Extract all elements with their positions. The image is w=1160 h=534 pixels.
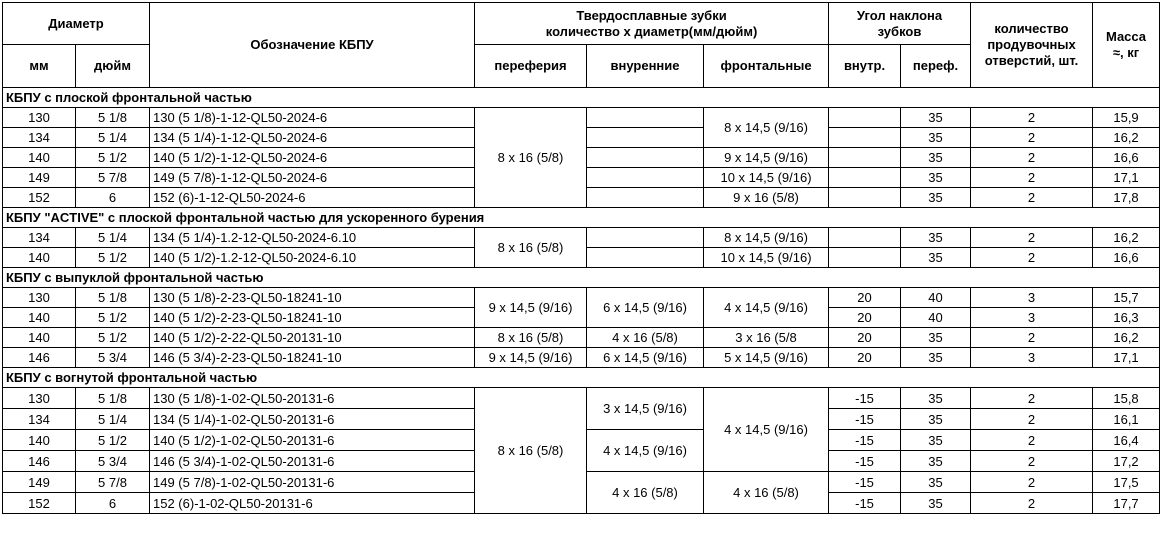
cell-frontal: 8 х 14,5 (9/16) bbox=[704, 108, 829, 148]
cell-mass: 17,1 bbox=[1093, 348, 1160, 368]
cell-inch: 5 1/4 bbox=[76, 409, 150, 430]
cell-angle-inner: 20 bbox=[829, 328, 901, 348]
cell-frontal: 9 х 14,5 (9/16) bbox=[704, 148, 829, 168]
section-title: КБПУ "ACTIVE" с плоской фронтальной частью для ускоренного бурения bbox=[3, 208, 1160, 228]
cell-designation: 152 (6)-1-02-QL50-20131-6 bbox=[150, 493, 475, 514]
cell-inner bbox=[587, 108, 704, 128]
header-mass-line2: ≈, кг bbox=[1112, 45, 1140, 60]
cell-angle-periph: 35 bbox=[901, 328, 971, 348]
cell-angle-periph: 40 bbox=[901, 288, 971, 308]
cell-mass: 16,1 bbox=[1093, 409, 1160, 430]
cell-mass: 16,2 bbox=[1093, 228, 1160, 248]
cell-frontal: 10 х 14,5 (9/16) bbox=[704, 248, 829, 268]
cell-angle-inner: 20 bbox=[829, 288, 901, 308]
cell-designation: 149 (5 7/8)-1-02-QL50-20131-6 bbox=[150, 472, 475, 493]
cell-angle-inner bbox=[829, 188, 901, 208]
header-angle-line1: Угол наклона bbox=[856, 7, 943, 23]
cell-inch: 6 bbox=[76, 493, 150, 514]
table-row bbox=[3, 388, 1160, 409]
cell-designation: 134 (5 1/4)-1-02-QL50-20131-6 bbox=[150, 409, 475, 430]
cell-angle-periph: 35 bbox=[901, 409, 971, 430]
table-row bbox=[3, 228, 1160, 248]
cell-angle-inner: 20 bbox=[829, 348, 901, 368]
cell-designation: 149 (5 7/8)-1-12-QL50-2024-6 bbox=[150, 168, 475, 188]
cell-angle-inner bbox=[829, 168, 901, 188]
cell-inner: 4 х 16 (5/8) bbox=[587, 328, 704, 348]
cell-inner: 6 х 14,5 (9/16) bbox=[587, 348, 704, 368]
cell-mm: 140 bbox=[3, 308, 76, 328]
cell-inch: 5 1/8 bbox=[76, 388, 150, 409]
header-periphery: переферия bbox=[475, 45, 587, 88]
cell-angle-inner: -15 bbox=[829, 493, 901, 514]
cell-mass: 17,2 bbox=[1093, 451, 1160, 472]
cell-angle-inner: -15 bbox=[829, 451, 901, 472]
cell-angle-inner bbox=[829, 248, 901, 268]
section-row bbox=[3, 208, 1160, 228]
cell-mm: 146 bbox=[3, 451, 76, 472]
cell-angle-periph: 35 bbox=[901, 168, 971, 188]
cell-inner: 4 х 16 (5/8) bbox=[587, 472, 704, 514]
cell-inner: 6 х 14,5 (9/16) bbox=[587, 288, 704, 328]
cell-angle-inner bbox=[829, 228, 901, 248]
cell-holes: 2 bbox=[971, 128, 1093, 148]
cell-inch: 5 7/8 bbox=[76, 472, 150, 493]
cell-angle-inner: 20 bbox=[829, 308, 901, 328]
cell-mm: 130 bbox=[3, 388, 76, 409]
cell-angle-inner: -15 bbox=[829, 430, 901, 451]
header-carbide-line2: количество х диаметр(мм/дюйм) bbox=[545, 23, 758, 39]
cell-mm: 130 bbox=[3, 288, 76, 308]
cell-mm: 149 bbox=[3, 168, 76, 188]
cell-inner bbox=[587, 228, 704, 248]
header-designation: Обозначение КБПУ bbox=[150, 3, 475, 88]
cell-mm: 152 bbox=[3, 493, 76, 514]
cell-angle-periph: 35 bbox=[901, 248, 971, 268]
cell-inch: 5 1/2 bbox=[76, 430, 150, 451]
cell-mass: 16,2 bbox=[1093, 128, 1160, 148]
cell-mm: 134 bbox=[3, 409, 76, 430]
cell-inch: 5 1/2 bbox=[76, 248, 150, 268]
cell-frontal: 10 х 14,5 (9/16) bbox=[704, 168, 829, 188]
cell-mass: 17,8 bbox=[1093, 188, 1160, 208]
cell-designation: 130 (5 1/8)-2-23-QL50-18241-10 bbox=[150, 288, 475, 308]
cell-frontal: 3 х 16 (5/8 bbox=[704, 328, 829, 348]
cell-angle-periph: 35 bbox=[901, 188, 971, 208]
cell-designation: 130 (5 1/8)-1-02-QL50-20131-6 bbox=[150, 388, 475, 409]
cell-mm: 152 bbox=[3, 188, 76, 208]
cell-periphery: 8 х 16 (5/8) bbox=[475, 108, 587, 208]
cell-holes: 2 bbox=[971, 472, 1093, 493]
cell-angle-periph: 35 bbox=[901, 148, 971, 168]
cell-mm: 134 bbox=[3, 228, 76, 248]
cell-angle-periph: 35 bbox=[901, 451, 971, 472]
cell-periphery: 8 х 16 (5/8) bbox=[475, 228, 587, 268]
cell-mass: 15,7 bbox=[1093, 288, 1160, 308]
cell-inch: 5 1/8 bbox=[76, 108, 150, 128]
cell-mass: 17,5 bbox=[1093, 472, 1160, 493]
cell-periphery: 8 х 16 (5/8) bbox=[475, 388, 587, 514]
cell-designation: 146 (5 3/4)-1-02-QL50-20131-6 bbox=[150, 451, 475, 472]
cell-mm: 130 bbox=[3, 108, 76, 128]
header-frontal: фронтальные bbox=[704, 45, 829, 88]
cell-angle-inner: -15 bbox=[829, 388, 901, 409]
cell-angle-periph: 35 bbox=[901, 348, 971, 368]
cell-designation: 140 (5 1/2)-2-22-QL50-20131-10 bbox=[150, 328, 475, 348]
cell-inch: 5 1/2 bbox=[76, 148, 150, 168]
section-row bbox=[3, 268, 1160, 288]
section-title: КБПУ с плоской фронтальной частью bbox=[3, 88, 1160, 108]
cell-inch: 5 1/2 bbox=[76, 308, 150, 328]
cell-inch: 5 1/4 bbox=[76, 128, 150, 148]
cell-frontal: 4 х 14,5 (9/16) bbox=[704, 388, 829, 472]
header-angle-inner: внутр. bbox=[829, 45, 901, 88]
section-title: КБПУ с вогнутой фронтальной частью bbox=[3, 368, 1160, 388]
cell-angle-inner: -15 bbox=[829, 409, 901, 430]
cell-periphery: 9 х 14,5 (9/16) bbox=[475, 348, 587, 368]
header-inner: внуренние bbox=[587, 45, 704, 88]
cell-mass: 16,6 bbox=[1093, 248, 1160, 268]
cell-inner bbox=[587, 248, 704, 268]
cell-inner: 3 х 14,5 (9/16) bbox=[587, 388, 704, 430]
cell-angle-periph: 35 bbox=[901, 128, 971, 148]
cell-holes: 3 bbox=[971, 348, 1093, 368]
cell-designation: 130 (5 1/8)-1-12-QL50-2024-6 bbox=[150, 108, 475, 128]
cell-angle-inner bbox=[829, 128, 901, 148]
cell-periphery: 8 х 16 (5/8) bbox=[475, 328, 587, 348]
cell-holes: 2 bbox=[971, 168, 1093, 188]
header-carbide-line1: Твердосплавные зубки bbox=[576, 7, 727, 23]
cell-frontal: 8 х 14,5 (9/16) bbox=[704, 228, 829, 248]
header-angle-periph: переф. bbox=[901, 45, 971, 88]
header-angle-line2: зубков bbox=[877, 23, 922, 39]
cell-mass: 16,4 bbox=[1093, 430, 1160, 451]
cell-designation: 140 (5 1/2)-2-23-QL50-18241-10 bbox=[150, 308, 475, 328]
cell-mm: 140 bbox=[3, 328, 76, 348]
cell-holes: 2 bbox=[971, 430, 1093, 451]
header-row-1 bbox=[3, 3, 1160, 45]
cell-inch: 5 3/4 bbox=[76, 451, 150, 472]
cell-holes: 2 bbox=[971, 409, 1093, 430]
cell-mass: 16,2 bbox=[1093, 328, 1160, 348]
cell-holes: 2 bbox=[971, 493, 1093, 514]
cell-mm: 140 bbox=[3, 148, 76, 168]
cell-angle-periph: 35 bbox=[901, 430, 971, 451]
cell-frontal: 9 х 16 (5/8) bbox=[704, 188, 829, 208]
cell-holes: 2 bbox=[971, 248, 1093, 268]
cell-holes: 3 bbox=[971, 288, 1093, 308]
cell-holes: 2 bbox=[971, 108, 1093, 128]
section-row bbox=[3, 368, 1160, 388]
cell-mass: 17,7 bbox=[1093, 493, 1160, 514]
cell-holes: 2 bbox=[971, 148, 1093, 168]
cell-frontal: 5 х 14,5 (9/16) bbox=[704, 348, 829, 368]
cell-angle-periph: 35 bbox=[901, 388, 971, 409]
table-row bbox=[3, 288, 1160, 308]
cell-angle-periph: 35 bbox=[901, 493, 971, 514]
cell-designation: 152 (6)-1-12-QL50-2024-6 bbox=[150, 188, 475, 208]
cell-mm: 146 bbox=[3, 348, 76, 368]
cell-holes: 2 bbox=[971, 328, 1093, 348]
table-row bbox=[3, 348, 1160, 368]
cell-holes: 2 bbox=[971, 188, 1093, 208]
cell-inner bbox=[587, 168, 704, 188]
cell-designation: 134 (5 1/4)-1-12-QL50-2024-6 bbox=[150, 128, 475, 148]
cell-holes: 2 bbox=[971, 228, 1093, 248]
header-holes: количество продувочных отверстий, шт. bbox=[971, 3, 1093, 88]
cell-mm: 149 bbox=[3, 472, 76, 493]
cell-inner bbox=[587, 128, 704, 148]
cell-inch: 5 3/4 bbox=[76, 348, 150, 368]
cell-mass: 16,6 bbox=[1093, 148, 1160, 168]
cell-inch: 5 7/8 bbox=[76, 168, 150, 188]
header-carbide-teeth bbox=[475, 3, 829, 45]
cell-holes: 2 bbox=[971, 388, 1093, 409]
cell-designation: 140 (5 1/2)-1-12-QL50-2024-6 bbox=[150, 148, 475, 168]
cell-mm: 140 bbox=[3, 248, 76, 268]
cell-angle-periph: 35 bbox=[901, 472, 971, 493]
cell-angle-inner bbox=[829, 148, 901, 168]
cell-designation: 140 (5 1/2)-1.2-12-QL50-2024-6.10 bbox=[150, 248, 475, 268]
cell-angle-inner: -15 bbox=[829, 472, 901, 493]
cell-mm: 134 bbox=[3, 128, 76, 148]
cell-inch: 5 1/4 bbox=[76, 228, 150, 248]
cell-inner bbox=[587, 148, 704, 168]
cell-frontal: 4 х 16 (5/8) bbox=[704, 472, 829, 514]
header-inch: дюйм bbox=[76, 45, 150, 88]
cell-angle-inner bbox=[829, 108, 901, 128]
cell-inch: 5 1/2 bbox=[76, 328, 150, 348]
cell-angle-periph: 40 bbox=[901, 308, 971, 328]
cell-frontal: 4 х 14,5 (9/16) bbox=[704, 288, 829, 328]
section-row bbox=[3, 88, 1160, 108]
header-angle bbox=[829, 3, 971, 45]
cell-mass: 16,3 bbox=[1093, 308, 1160, 328]
cell-holes: 2 bbox=[971, 451, 1093, 472]
cell-designation: 146 (5 3/4)-2-23-QL50-18241-10 bbox=[150, 348, 475, 368]
cell-mm: 140 bbox=[3, 430, 76, 451]
cell-inner bbox=[587, 188, 704, 208]
cell-angle-periph: 35 bbox=[901, 108, 971, 128]
cell-angle-periph: 35 bbox=[901, 228, 971, 248]
header-mm: мм bbox=[3, 45, 76, 88]
cell-inch: 5 1/8 bbox=[76, 288, 150, 308]
bit-spec-table bbox=[2, 2, 1160, 514]
cell-holes: 3 bbox=[971, 308, 1093, 328]
cell-mass: 17,1 bbox=[1093, 168, 1160, 188]
cell-mass: 15,8 bbox=[1093, 388, 1160, 409]
cell-designation: 140 (5 1/2)-1-02-QL50-20131-6 bbox=[150, 430, 475, 451]
table-row bbox=[3, 108, 1160, 128]
table-row bbox=[3, 328, 1160, 348]
section-title: КБПУ с выпуклой фронтальной частью bbox=[3, 268, 1160, 288]
cell-inch: 6 bbox=[76, 188, 150, 208]
header-diameter: Диаметр bbox=[3, 3, 150, 45]
header-mass-line1: Масса bbox=[1105, 29, 1147, 44]
cell-mass: 15,9 bbox=[1093, 108, 1160, 128]
cell-inner: 4 х 14,5 (9/16) bbox=[587, 430, 704, 472]
cell-periphery: 9 х 14,5 (9/16) bbox=[475, 288, 587, 328]
header-mass bbox=[1093, 3, 1160, 88]
cell-designation: 134 (5 1/4)-1.2-12-QL50-2024-6.10 bbox=[150, 228, 475, 248]
